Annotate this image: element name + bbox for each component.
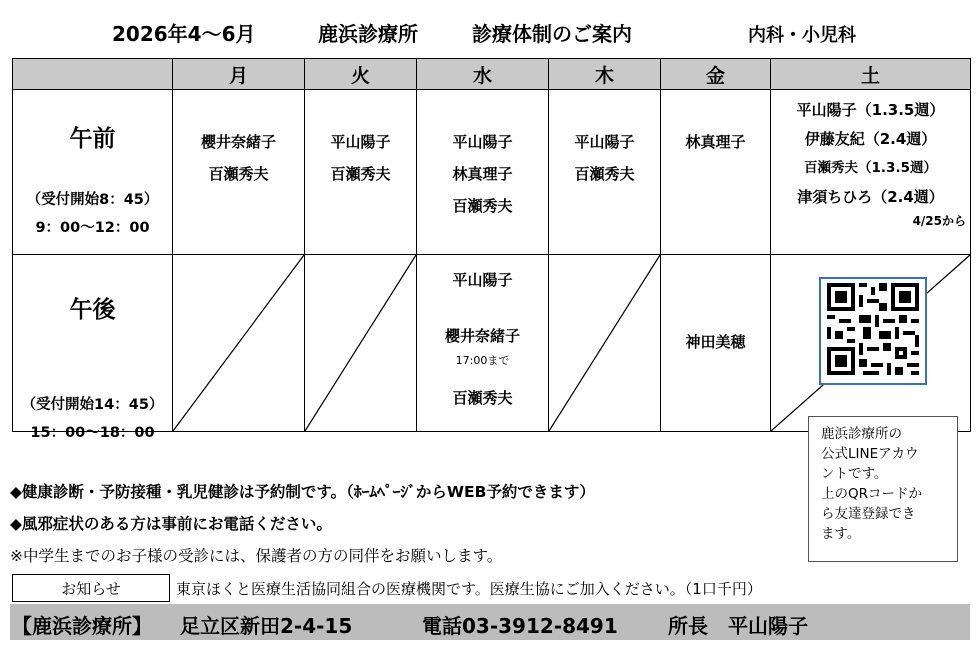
notice-text: 東京ほくと医療生活協同組合の医療機関です。医療生協にご加入ください。（1口千円） <box>176 580 762 598</box>
morning-reception: （受付開始8：45） <box>26 192 159 208</box>
am-fri-cell <box>661 90 771 255</box>
day-fri: 金 <box>661 59 771 90</box>
doctor-name: 林真理子 <box>452 165 513 183</box>
schedule-title: 診療体制のご案内 <box>472 22 632 46</box>
note-reservation: ◆健康診断・予防接種・乳児健診は予約制です。（ﾎｰﾑﾍﾟｰｼﾞからWEB予約できます） <box>10 483 595 501</box>
notice-label: お知らせ <box>12 574 170 602</box>
doctor-name: 林真理子 <box>685 133 746 151</box>
pm-wed-cell <box>417 255 549 432</box>
note-cold-symptoms: ◆風邪症状のある方は事前にお電話ください。 <box>10 515 332 533</box>
line-note-text: ます。 <box>821 526 861 542</box>
footer-phone[interactable]: 電話03-3912-8491 <box>422 614 618 638</box>
afternoon-label: 午後 <box>69 297 116 323</box>
doctor-name: 百瀬秀夫 <box>574 165 635 183</box>
afternoon-label-cell <box>13 255 173 441</box>
line-note-text: ら友達登録でき <box>821 506 916 522</box>
pm-sat-cell <box>771 255 971 432</box>
line-note-text: 公式LINEアカウ <box>821 446 919 462</box>
doctor-name: 平山陽子 <box>574 133 635 151</box>
time-note: 17:00まで <box>455 354 510 367</box>
footer-director: 所長 平山陽子 <box>668 614 808 638</box>
am-mon-cell <box>173 90 305 255</box>
morning-row <box>13 90 971 255</box>
doctor-name: 百瀬秀夫 <box>330 165 391 183</box>
afternoon-reception: （受付開始14：45） <box>21 397 164 413</box>
doctor-name: 百瀬秀夫 <box>452 197 513 215</box>
am-tue-cell <box>305 90 417 255</box>
title-row <box>0 8 980 52</box>
doctor-name: 伊藤友紀（2.4週） <box>804 130 937 148</box>
pm-thu-cell <box>549 255 661 432</box>
line-note-text: 鹿浜診療所の <box>821 426 902 442</box>
doctor-name: 百瀬秀夫 <box>208 165 269 183</box>
closed-slash <box>173 255 304 431</box>
doctor-name: 津須ちひろ（2.4週） <box>797 188 944 206</box>
closed-slash <box>305 255 416 431</box>
department-label: 内科・小児科 <box>748 25 856 46</box>
morning-hours: 9：00～12：00 <box>35 220 150 236</box>
afternoon-row <box>13 255 971 432</box>
doctor-name: 平山陽子 <box>452 133 513 151</box>
pm-tue-cell <box>305 255 417 432</box>
doctor-name: 百瀬秀夫 <box>452 389 513 407</box>
line-account-note <box>808 416 958 562</box>
pm-mon-cell <box>173 255 305 432</box>
day-tue: 火 <box>305 59 417 90</box>
doctor-name: 櫻井奈緒子 <box>200 133 276 151</box>
line-note-text: ントです。 <box>821 466 888 482</box>
doctor-name: 神田美穂 <box>685 333 746 351</box>
note-guardian: ※中学生までのお子様の受診には、保護者の方の同伴をお願いします。 <box>10 547 503 565</box>
am-sat-cell <box>771 90 971 255</box>
am-thu-cell <box>549 90 661 255</box>
day-sat: 土 <box>771 59 971 90</box>
footer-clinic-name: 【鹿浜診療所】 <box>12 614 152 638</box>
footer-bar <box>10 604 970 640</box>
morning-label: 午前 <box>69 126 116 152</box>
day-thu: 木 <box>549 59 661 90</box>
clinic-title: 鹿浜診療所 <box>318 22 418 46</box>
doctor-name: 百瀬秀夫（1.3.5週） <box>804 160 937 176</box>
footer-address: 足立区新田2-4-15 <box>180 614 353 638</box>
day-header-row <box>13 59 971 90</box>
line-qr-code-icon[interactable] <box>819 277 927 385</box>
day-wed: 水 <box>417 59 549 90</box>
am-wed-cell <box>417 90 549 255</box>
sat-start-note: 4/25から <box>912 214 966 228</box>
doctor-name: 平山陽子 <box>452 271 513 289</box>
corner-cell <box>13 59 173 90</box>
period-title: 2026年4～6月 <box>112 22 256 46</box>
pm-fri-cell <box>661 255 771 432</box>
line-note-text: 上のQRコードか <box>821 486 923 502</box>
afternoon-hours: 15：00～18：00 <box>30 425 155 441</box>
day-mon: 月 <box>173 59 305 90</box>
morning-label-cell <box>13 90 173 255</box>
closed-slash <box>549 255 660 431</box>
doctor-name: 櫻井奈緒子 <box>444 327 520 345</box>
doctor-name: 平山陽子（1.3.5週） <box>796 101 945 119</box>
doctor-name: 平山陽子 <box>330 133 391 151</box>
